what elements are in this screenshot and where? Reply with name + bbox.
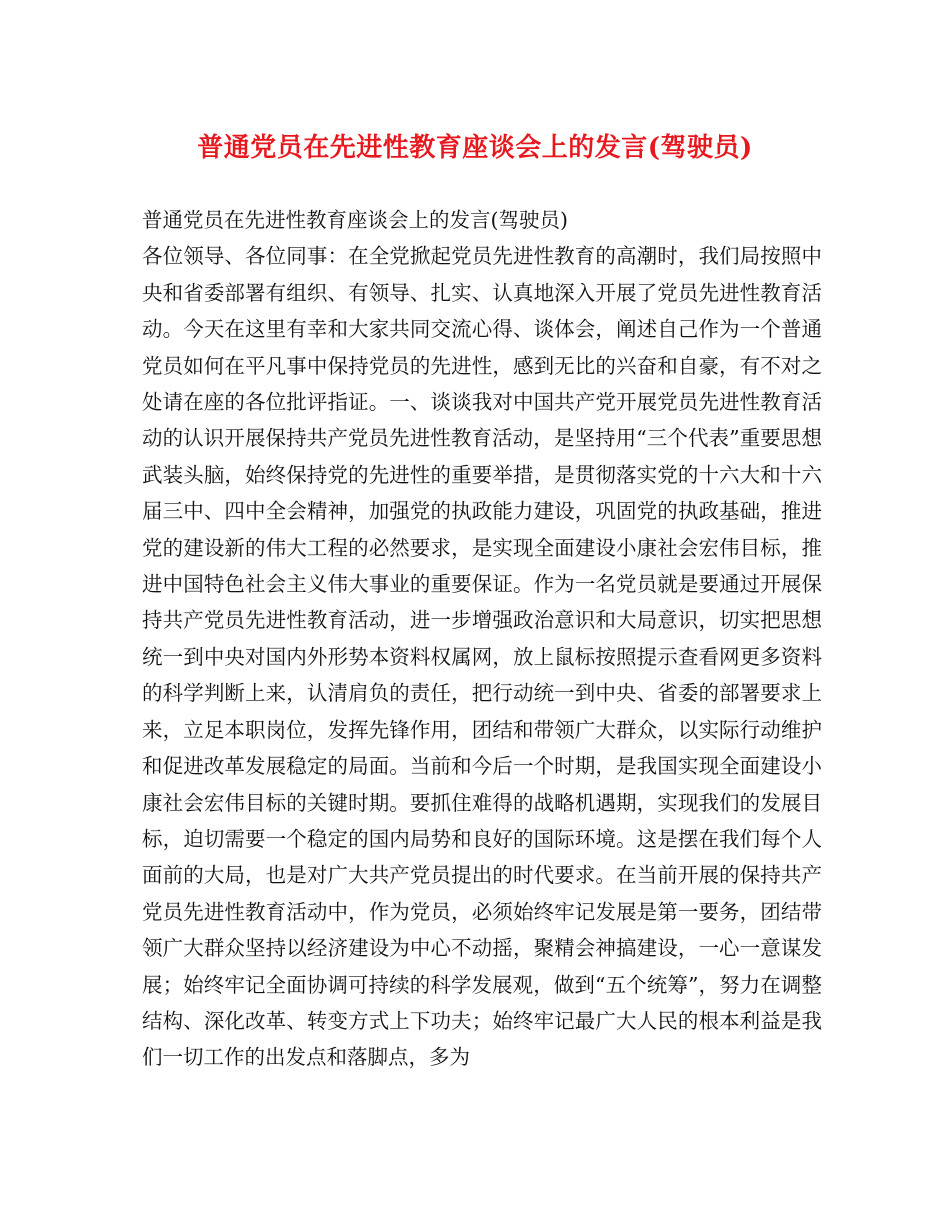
document-title: 普通党员在先进性教育座谈会上的发言(驾驶员)	[197, 133, 753, 163]
body-paragraph: 各位领导、各位同事：在全党掀起党员先进性教育的高潮时，我们局按照中央和省委部署有组织、有领导、扎实、认真地深入开展了党员先进性教育活动。今天在这里有幸和大家共同交流心得、谈体会，阐述自己作为一个普通党员如何在平凡事中保持党员的先进性，感到无比的兴奋和自豪，有不对之处请在座的各位批评指证。一、谈谈我对中国共产党开展党员先进性教育活动的认识开展保持共产党员先进性教育活动，是坚持用“三个代表”重要思想武装头脑，始终保持党的先进性的重要举措，是贯彻落实党的十六大和十六届三中、四中全会精神，加强党的执政能力建设，巩固党的执政基础，推进党的建设新的伟大工程的必然要求，是实现全面建设小康社会宏伟目标，推进中国特色社会主义伟大事业的重要保证。作为一名党员就是要通过开展保持共产党员先进性教育活动，进一步增强政治意识和大局意识，切实把思想统一到中央对国内外形势本资料权属网，放上鼠标按照提示查看网更多资料的科学判断上来，认清肩负的责任，把行动统一到中央、省委的部署要求上来，立足本职岗位，发挥先锋作用，团结和带领广大群众，以实际行动维护和促进改革发展稳定的局面。当前和今后一个时期，是我国实现全面建设小康社会宏伟目标的关键时期。要抓住难得的战略机遇期，实现我们的发展目标，迫切需要一个稳定的国内局势和良好的国际环境。这是摆在我们每个人面前的大局，也是对广大共产党员提出的时代要求。在当前开展的保持共产党员先进性教育活动中，作为党员，必须始终牢记发展是第一要务，团结带领广大群众坚持以经济建设为中心不动摇，聚精会神搞建设，一心一意谋发展；始终牢记全面协调可持续的科学发展观，做到“五个统筹”，努力在调整结构、深化改革、转变方式上下功夫；始终牢记最广大人民的根本利益是我们一切工作的出发点和落脚点，多为	[142, 244, 822, 1070]
document-subtitle: 普通党员在先进性教育座谈会上的发言(驾驶员)	[142, 208, 568, 232]
document-body	[142, 202, 822, 1076]
